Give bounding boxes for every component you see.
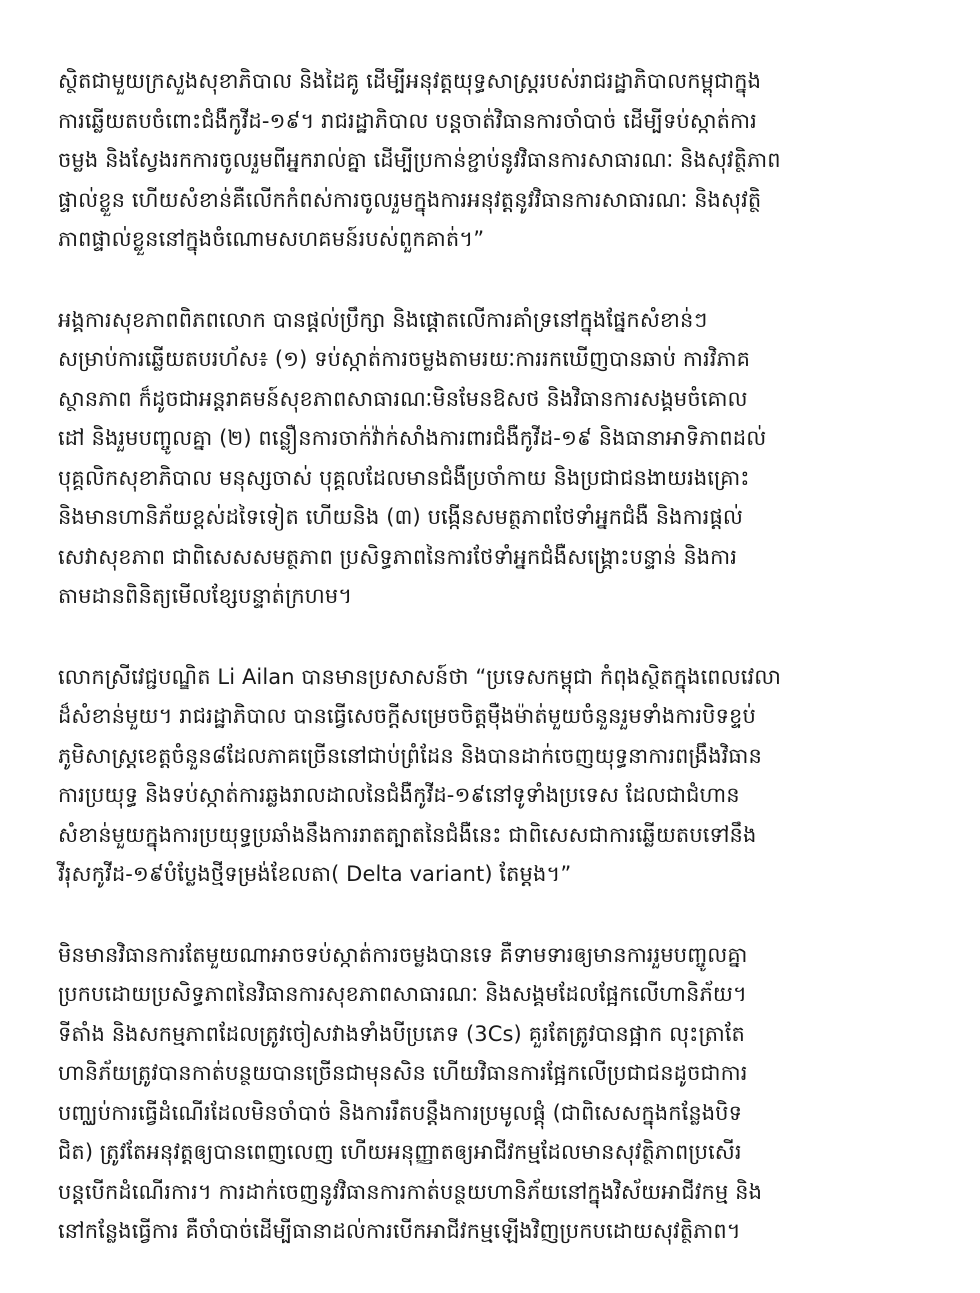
text-line: ការប្រយុទ្ធ និងទប់ស្កាត់ការឆ្លងរាលដាលនៃជំងឺកូវីដ-១៩នៅទូទាំងប្រទេស ដែលជាជំហាន <box>58 783 740 807</box>
text-line: មិនមានវិធានការតែមួយណាអាចទប់ស្កាត់ការចម្លងបានទេ គឺទាមទារឲ្យមានការរួមបញ្ចូលគ្នា <box>58 942 748 967</box>
paragraph-2 <box>58 301 926 617</box>
text-line: សម្រាប់ការឆ្លើយតបរហ័ស៖ (១) ទប់ស្កាត់ការចម្លងតាមរយៈការរកឃើញបានឆាប់ ការវិភាគ <box>58 347 751 371</box>
text-line: ផ្ទាល់ខ្លួន ហើយសំខាន់គឺលើកកំពស់ការចូលរួមក្នុងការអនុវត្តនូវវិធានការសាធារណៈ និងសុវត្ថិ <box>58 187 762 212</box>
text-line: នៅកន្លែងធ្វើការ គឺចាំបាច់ដើម្បីធានាដល់ការបើកអាជីវកម្មឡើងវិញប្រកបដោយសុវត្ថិភាព។ <box>58 1219 741 1243</box>
text-line: ហានិភ័យត្រូវបានកាត់បន្ថយបានច្រើនជាមុនសិន ហើយវិធានការផ្អែកលើប្រជាជនដូចជាការ <box>58 1061 748 1085</box>
text-line: ភាពផ្ទាល់ខ្លួននៅក្នុងចំណោមសហគមន៍របស់ពួកគាត់។” <box>58 227 485 251</box>
text-line: ភូមិសាស្ត្រខេត្តចំនួន៨ដែលភាគច្រើននៅជាប់ព្រំដែន និងបានដាក់ចេញយុទ្ធនាការពង្រឹងវិធាន <box>58 743 762 768</box>
text-line: វីរុសកូវីដ-១៩បំប្លែងថ្មីទម្រង់ខែលតា( Delta variant) តែម្តង។” <box>58 862 572 886</box>
paragraph-1 <box>58 62 926 260</box>
text-line: ប្រកបដោយប្រសិទ្ធភាពនៃវិធានការសុខភាពសាធារណៈ និងសង្គមដែលផ្អែកលើហានិភ័យ។ <box>58 982 747 1006</box>
text-line: ដៅ និងរួមបញ្ចូលគ្នា (២) ពន្លឿនការចាក់វ៉ាក់សាំងការពារជំងឺកូវីដ-១៩ និងធានាអាទិភាពដល់ <box>58 426 767 450</box>
document-page <box>58 62 926 1293</box>
text-line: សេវាសុខភាព ជាពិសេសសមត្ថភាព ប្រសិទ្ធភាពនៃការថែទាំអ្នកជំងឺសង្គ្រោះបន្ទាន់ និងការ <box>58 544 738 569</box>
text-line: ស្ថិតជាមួយក្រសួងសុខាភិបាល និងដៃគូ ដើម្បីអនុវត្តយុទ្ធសាស្ត្ររបស់រាជរដ្ឋាភិបាលកម្ពុជាក្នុង <box>58 69 762 93</box>
text-line: សំខាន់មួយក្នុងការប្រយុទ្ធប្រឆាំងនឹងការរាតត្បាតនៃជំងឺនេះ ជាពិសេសជាការឆ្លើយតបទៅនឹង <box>58 822 757 847</box>
text-line: បន្តបើកដំណើរការ។ ការដាក់ចេញនូវវិធានការកាត់បន្ថយហានិភ័យនៅក្នុងវិស័យអាជីវកម្ម និង <box>58 1179 763 1204</box>
text-line: ជិត) ត្រូវតែអនុវត្តឲ្យបានពេញលេញ ហើយអនុញ្ញាតឲ្យអាជីវកម្មដែលមានសុវត្ថិភាពប្រសើរ <box>58 1140 742 1164</box>
text-line: ទីតាំង និងសកម្មភាពដែលត្រូវចៀសវាងទាំងបីប្រភេទ (3Cs) គួរតែត្រូវបានផ្អាក លុះត្រាតែ <box>58 1021 745 1046</box>
text-line: ការឆ្លើយតបចំពោះជំងឺកូវីដ-១៩។ រាជរដ្ឋាភិបាល បន្តចាត់វិធានការចាំបាច់ ដើម្បីទប់ស្កាត់ការ <box>58 108 757 133</box>
text-line: អង្គការសុខភាពពិភពលោក បានផ្តល់ប្រឹក្សា និងផ្តោតលើការគាំទ្រនៅក្នុងផ្នែកសំខាន់ៗ <box>58 307 708 332</box>
text-line: លោកស្រីវេជ្ជបណ្ឌិត Li Ailan បានមានប្រសាសន៍ថា “ប្រទេសកម្ពុជា កំពុងស្ថិតក្នុងពេលវេលា <box>58 664 781 689</box>
text-line: ស្ថានភាព ក៏ដូចជាអន្តរាគមន៍សុខភាពសាធារណៈមិនមែនឱសថ និងវិធានការសង្គមចំគោល <box>58 386 748 411</box>
text-line: បញ្ឈប់ការធ្វើដំណើរដែលមិនចាំបាច់ និងការរឹតបន្តឹងការប្រមូលផ្តុំ (ជាពិសេសក្នុងកន្លែងបិទ <box>58 1100 743 1125</box>
text-line: បុគ្គលិកសុខាភិបាល មនុស្សចាស់ បុគ្គលដែលមានជំងឺប្រចាំកាយ និងប្រជាជនងាយរងគ្រោះ <box>58 465 750 490</box>
paragraph-4 <box>58 936 926 1252</box>
text-line: និងមានហានិភ័យខ្ពស់ដទៃទៀត ហើយនិង (៣) បង្កើនសមត្ថភាពថែទាំអ្នកជំងឺ និងការផ្តល់ <box>58 505 743 529</box>
text-line: ដ៏សំខាន់មួយ។ រាជរដ្ឋាភិបាល បានធ្វើសេចក្តីសម្រេចចិត្តម៉ឺងម៉ាត់មួយចំនួនរួមទាំងការបិទខ្ទប់ <box>58 704 756 728</box>
text-line: ចម្លង និងស្វែងរកការចូលរួមពីអ្នករាល់គ្នា ដើម្បីប្រកាន់ខ្ជាប់នូវវិធានការសាធារណៈ និងសុវត្ថិភាព <box>58 148 781 172</box>
text-line: តាមដានពិនិត្យមើលខ្សែបន្ទាត់ក្រហម។ <box>58 584 353 608</box>
paragraph-3 <box>58 658 926 895</box>
